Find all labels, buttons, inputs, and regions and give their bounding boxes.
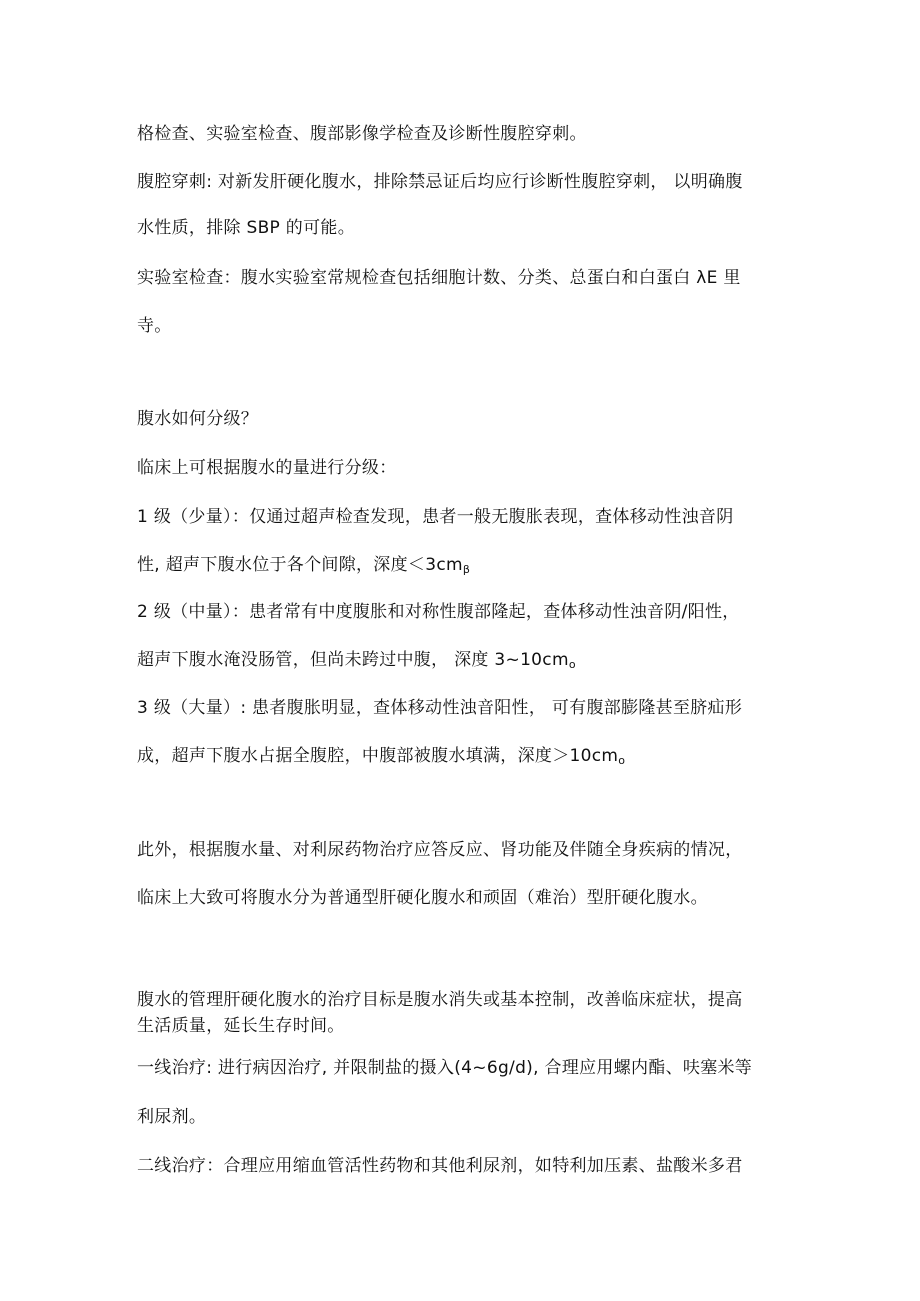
intro-line: 格检查、实验室检查、腹部影像学检查及诊断性腹腔穿刺。	[137, 124, 587, 144]
grading-intro: 临床上可根据腹水的量进行分级：	[137, 458, 397, 478]
grading-question: 腹水如何分级？	[137, 409, 259, 429]
grade3-line-1: 3 级（大量）: 患者腹胀明显，查体移动性浊音阳性， 可有腹部膨隆甚至脐疝形	[137, 698, 743, 718]
first-line-therapy-line-2: 利尿剂。	[137, 1107, 207, 1127]
puncture-line-1: 腹腔穿刺: 对新发肝硬化腹水，排除禁忌证后均应行诊断性腹腔穿刺， 以明确腹	[137, 172, 743, 192]
grade3-line-2-subscript: o	[618, 754, 626, 767]
grade2-line-2-text: 超声下腹水淹没肠管，但尚未跨过中腹， 深度 3~10cm	[137, 650, 569, 670]
grade2-line-2-subscript: o	[568, 658, 576, 671]
puncture-line-2: 水性质，排除 SBP 的可能。	[137, 218, 356, 238]
management-line-2: 生活质量，延长生存时间。	[137, 1016, 345, 1036]
grade3-line-2	[137, 746, 625, 771]
lab-line-1: 实验室检查：腹水实验室常规检查包括细胞计数、分类、总蛋白和白蛋白 λE 里	[137, 268, 741, 288]
lab-line-2: 寺。	[137, 316, 172, 336]
grade2-line-2	[137, 650, 576, 675]
second-line-therapy-line-1: 二线治疗：合理应用缩血管活性药物和其他利尿剂，如特利加压素、盐酸米多君	[137, 1156, 743, 1176]
grade1-line-1: 1 级（少量）：仅通过超声检查发现，患者一般无腹胀表现，查体移动性浊音阴	[137, 507, 734, 527]
grade1-line-2-subscript: β	[462, 563, 471, 576]
grade3-line-2-text: 成，超声下腹水占据全腹腔，中腹部被腹水填满，深度＞10cm	[137, 746, 619, 766]
classification-line-2: 临床上大致可将腹水分为普通型肝硬化腹水和顽固（难治）型肝硬化腹水。	[137, 888, 708, 908]
management-line-1: 腹水的管理肝硬化腹水的治疗目标是腹水消失或基本控制，改善临床症状，提高	[137, 990, 743, 1010]
grade2-line-1: 2 级（中量）：患者常有中度腹胀和对称性腹部隆起，查体移动性浊音阴/阳性，	[137, 602, 740, 622]
grade1-line-2-text: 性, 超声下腹水位于各个间隙，深度＜3cm	[137, 555, 463, 575]
classification-line-1: 此外，根据腹水量、对利尿药物治疗应答反应、肾功能及伴随全身疾病的情况，	[137, 840, 743, 860]
grade1-line-2	[137, 555, 470, 580]
first-line-therapy-line-1: 一线治疗: 进行病因治疗, 并限制盐的摄入(4~6g/d), 合理应用螺内酯、呋塞米等	[137, 1058, 753, 1078]
